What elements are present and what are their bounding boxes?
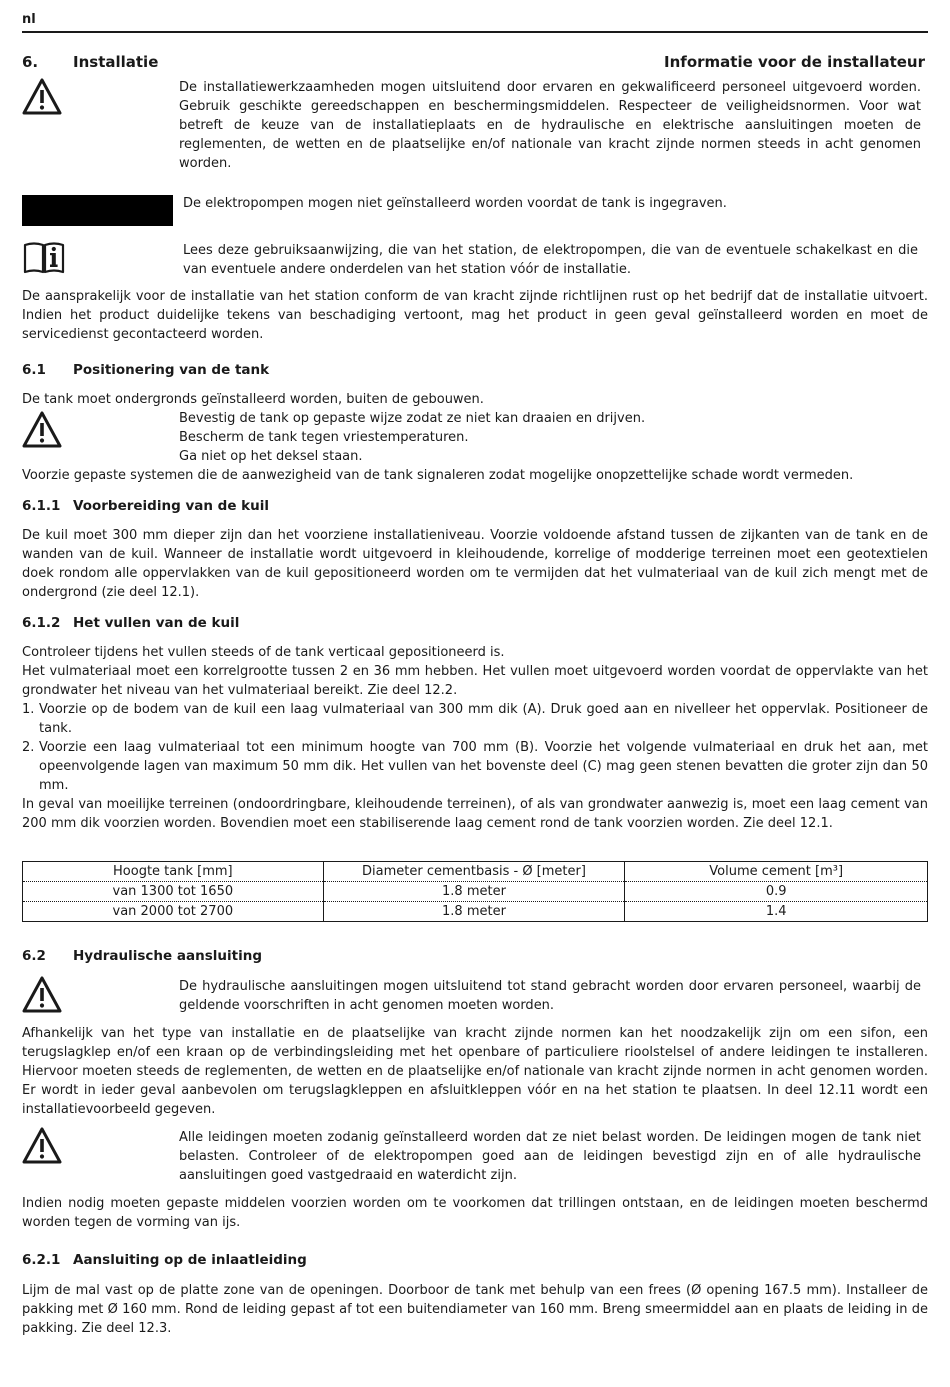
cement-paragraph: In geval van moeilijke terreinen (ondoordringbare, kleihoudende terreinen), of als van grondwater aanwezig is, moet een laag cement van 200 mm dik voorzien worden. Bovendien moet een stabiliserende laag cement rond de tank voorzien worden. Zie deel 12.1.	[22, 797, 928, 831]
pipe-warning-text: Alle leidingen moeten zodanig geïnstalleerd worden dat ze niet belast worden. De leidingen mogen de tank niet belasten. Controleer of de elektropompen goed aan de leidingen bevestigd zijn en of alle hydraulische aansluitingen goed vastgedraaid en waterdicht zijn.	[179, 1130, 921, 1183]
table-cell: 1.4	[625, 902, 928, 922]
hydraulic-warning-text: De hydraulische aansluitingen mogen uitsluitend tot stand gebracht worden door ervaren personeel, waarbij de geldende voorschriften in acht genomen moeten worden.	[179, 979, 921, 1013]
vibration-paragraph: Indien nodig moeten gepaste middelen voorzien worden om te voorkomen dat trillingen ontstaan, en de leidingen moeten beschermd worden tegen de vorming van ijs.	[22, 1196, 928, 1230]
section-title: Aansluiting op de inlaatleiding	[73, 1252, 307, 1268]
list-number: 1.	[22, 702, 35, 717]
section-title: Hydraulische aansluiting	[73, 948, 262, 964]
manual-info-icon	[22, 240, 66, 276]
table-header-cell: Diameter cementbasis - Ø [meter]	[323, 862, 625, 882]
table-header-row	[23, 862, 928, 882]
section-number: 6.1.2	[22, 615, 61, 631]
audience-label: Informatie voor de installateur	[664, 53, 925, 71]
table-cell: van 1300 tot 1650	[23, 882, 324, 902]
warning-triangle-icon	[22, 77, 62, 117]
read-manual-text: Lees deze gebruiksaanwijzing, die van het station, de elektropompen, die van de eventuele schakelkast en die van eventuele andere onderdelen van het station vóór de installatie.	[183, 243, 918, 277]
pit-preparation-paragraph: De kuil moet 300 mm dieper zijn dan het voorziene installatieniveau. Voorzie voldoende afstand tussen de zijkanten van de tank en de wanden van de kuil. Wanneer de installatie wordt uitgevoerd in kleihoudende, korrelige of modderige terreinen moet een geotextielen doek rondom alle oppervlakken van de kuil gepositioneerd worden om te vermijden dat het vulmateriaal van de kuil zich mengt met de ondergrond (zie deel 12.1).	[22, 528, 928, 600]
section-number: 6.	[22, 53, 39, 71]
tank-warning-line: Bevestig de tank op gepaste wijze zodat ze niet kan draaien en drijven.	[179, 411, 646, 426]
table-row	[23, 902, 928, 922]
section-number: 6.1	[22, 362, 46, 378]
filling-instructions	[22, 643, 928, 833]
filling-line: Controleer tijdens het vullen steeds of de tank verticaal gepositioneerd is.	[22, 645, 505, 660]
warning-triangle-icon	[22, 410, 62, 450]
table-row	[23, 882, 928, 902]
section-number: 6.1.1	[22, 498, 61, 514]
cement-table	[22, 861, 928, 922]
hydraulic-paragraph: Afhankelijk van het type van installatie en de plaatselijke van kracht zijnde normen kan het noodzakelijk zijn om een sifon, een terugslagklep en/of een kraan op de verbindingsleiding met het openbare of particuliere rioolstelsel of andere leidingen te installeren. Hiervoor moeten steeds de reglementen, de wetten en de plaatselijke en/of nationale van kracht zijnde normen in acht genomen worden. Er wordt in ieder geval aanbevolen om terugslagkleppen en afsluitkleppen vóór en na het station te plaatsen. In deel 12.11 wordt een installatievoorbeeld gegeven.	[22, 1026, 928, 1117]
header-rule	[22, 31, 928, 33]
warning-triangle-icon	[22, 975, 62, 1015]
list-number: 2.	[22, 740, 35, 755]
filling-line: Het vulmateriaal moet een korrelgrootte tussen 2 en 36 mm hebben. Het vullen moet uitgevoerd worden voordat de oppervlakte van het grondwater het niveau van het vulmateriaal bereikt. Zie deel 12.2.	[22, 664, 928, 698]
table-cell: 1.8 meter	[323, 882, 625, 902]
tank-warning-line: Ga niet op het deksel staan.	[179, 449, 363, 464]
table-cell: van 2000 tot 2700	[23, 902, 324, 922]
list-item	[22, 738, 928, 795]
section-title: Het vullen van de kuil	[73, 615, 240, 631]
table-header-cell: Hoogte tank [mm]	[23, 862, 324, 882]
table-header-cell: Volume cement [m³]	[625, 862, 928, 882]
tank-warning-line: Bescherm de tank tegen vriestemperaturen.	[179, 430, 469, 445]
section-number: 6.2.1	[22, 1252, 61, 1268]
installation-warning-text: De installatiewerkzaamheden mogen uitsluitend door ervaren en gekwalificeerd personeel uitgevoerd worden. Gebruik geschikte gereedschappen en beschermingsmiddelen. Respecteer de veiligheidsnormen. Voor wat betreft de keuze van de installatieplaats en de hydraulische en elektrische aansluitingen moeten de reglementen, de wetten en de plaatselijke en/of nationale van kracht zijnde normen steeds in acht genomen worden.	[179, 80, 921, 171]
inlet-connection-paragraph: Lijm de mal vast op de platte zone van de openingen. Doorboor de tank met behulp van een frees (Ø opening 167.5 mm). Installeer de pakking met Ø 160 mm. Rond de leiding gepast af tot een buitendiameter van 160 mm. Breng smeermiddel aan en plaats de leiding in de pakking. Zie deel 12.3.	[22, 1283, 928, 1336]
responsibility-paragraph: De aansprakelijk voor de installatie van het station conform de van kracht zijnde richtlijnen rust op het bedrijf dat de installatie uitvoert. Indien het product duidelijke tekens van beschadiging vertoont, mag het product in geen geval geïnstalleerd worden en moet de servicedienst gecontacteerd worden.	[22, 289, 928, 342]
warning-triangle-icon	[22, 1126, 62, 1166]
language-code: nl	[22, 12, 36, 27]
tank-signal-text: Voorzie gepaste systemen die de aanwezigheid van de tank signaleren zodat mogelijke onopzettelijke schade wordt vermeden.	[22, 468, 854, 483]
section-title: Voorbereiding van de kuil	[73, 498, 270, 514]
table-cell: 0.9	[625, 882, 928, 902]
list-item	[22, 700, 928, 738]
list-item-text: Voorzie een laag vulmateriaal tot een minimum hoogte van 700 mm (B). Voorzie het volgende vulmateriaal en druk het aan, met opeenvolgende lagen van maximum 50 mm dik. Het vullen van het bovenste deel (C) mag geen stenen bevatten die groter zijn dan 50 mm.	[39, 740, 928, 793]
tank-warning-list	[179, 409, 919, 466]
list-item-text: Voorzie op de bodem van de kuil een laag vulmateriaal van 300 mm dik (A). Druk goed aan en nivelleer het oppervlak. Positioneer de tank.	[39, 702, 928, 736]
black-label-box	[22, 195, 173, 226]
section-number: 6.2	[22, 948, 46, 964]
table-cell: 1.8 meter	[323, 902, 625, 922]
pump-install-note: De elektropompen mogen niet geïnstalleerd worden voordat de tank is ingegraven.	[183, 196, 727, 211]
section-title: Installatie	[73, 53, 159, 71]
section-title: Positionering van de tank	[73, 362, 270, 378]
tank-intro-text: De tank moet ondergronds geïnstalleerd worden, buiten de gebouwen.	[22, 392, 484, 407]
